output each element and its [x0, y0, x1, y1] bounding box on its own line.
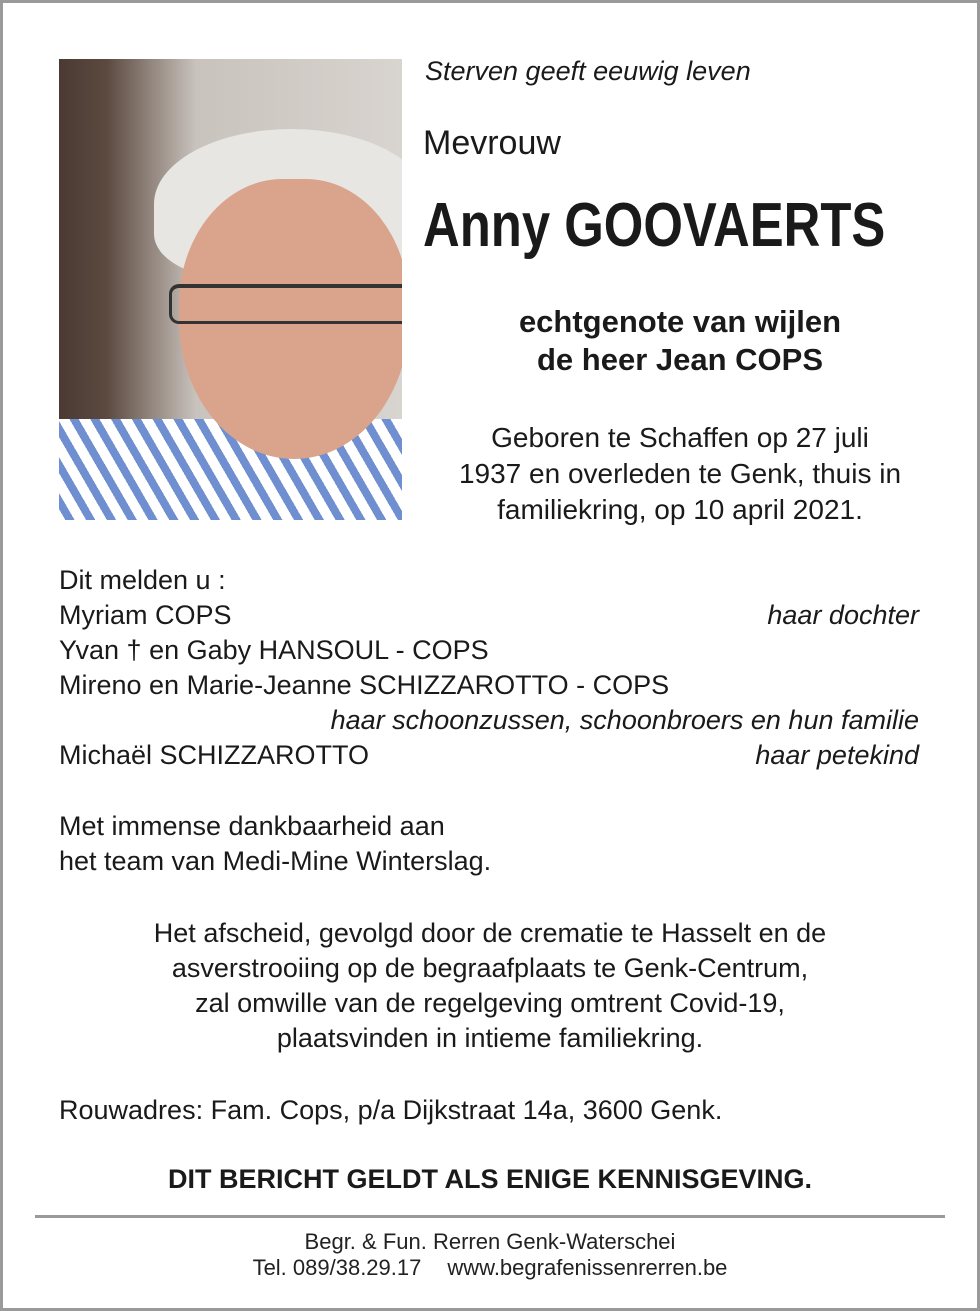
family-row: [59, 598, 919, 633]
mourning-address: Rouwadres: Fam. Cops, p/a Dijkstraat 14a, 3600 Genk.: [59, 1095, 723, 1125]
funeral-home: Begr. & Fun. Rerren Genk-Waterschei: [304, 1229, 676, 1254]
portrait-photo: [59, 59, 402, 520]
spouse-line: echtgenote van wijlen: [518, 304, 842, 339]
family-row: [59, 703, 919, 738]
birth-death-line: familiekring, op 10 april 2021.: [497, 494, 863, 525]
family-name: Michaël SCHIZZAROTTO: [59, 740, 370, 770]
footer-divider: [35, 1215, 945, 1218]
announce-intro: Dit melden u :: [59, 565, 226, 595]
ceremony-line: Het afscheid, gevolgd door de crematie te Hasselt en de: [153, 918, 827, 948]
family-list: [59, 563, 919, 773]
family-name: Myriam COPS: [59, 600, 232, 630]
family-relation: haar schoonzussen, schoonbroers en hun familie: [330, 705, 919, 735]
ceremony-line: plaatsvinden in intieme familiekring.: [276, 1023, 704, 1053]
notice: DIT BERICHT GELDT ALS ENIGE KENNISGEVING.: [167, 1164, 813, 1194]
deceased-name: Anny GOOVAERTS: [423, 191, 886, 260]
birth-death-line: 1937 en overleden te Genk, thuis in: [458, 458, 902, 489]
family-name: Mireno en Marie-Jeanne SCHIZZAROTTO - COPS: [59, 670, 670, 700]
family-row: [59, 738, 919, 773]
salutation: Mevrouw: [423, 124, 561, 162]
family-relation: haar dochter: [767, 600, 919, 630]
spouse-line: de heer Jean COPS: [536, 342, 823, 377]
ceremony-line: asverstrooiing op de begraafplaats te Genk-Centrum,: [171, 953, 809, 983]
phone: Tel. 089/38.29.17: [252, 1255, 422, 1280]
birth-death-line: Geboren te Schaffen op 27 juli: [491, 422, 869, 453]
thanks-line: het team van Medi-Mine Winterslag.: [59, 846, 492, 876]
family-row: [59, 668, 919, 703]
family-relation: haar petekind: [755, 740, 919, 770]
ceremony-line: zal omwille van de regelgeving omtrent Covid-19,: [195, 988, 785, 1018]
motto: Sterven geeft eeuwig leven: [425, 56, 751, 86]
thanks-line: Met immense dankbaarheid aan: [59, 811, 445, 841]
family-name: Yvan † en Gaby HANSOUL - COPS: [59, 635, 489, 665]
family-row: [59, 633, 919, 668]
website-link[interactable]: www.begrafenissenrerren.be: [447, 1255, 728, 1280]
